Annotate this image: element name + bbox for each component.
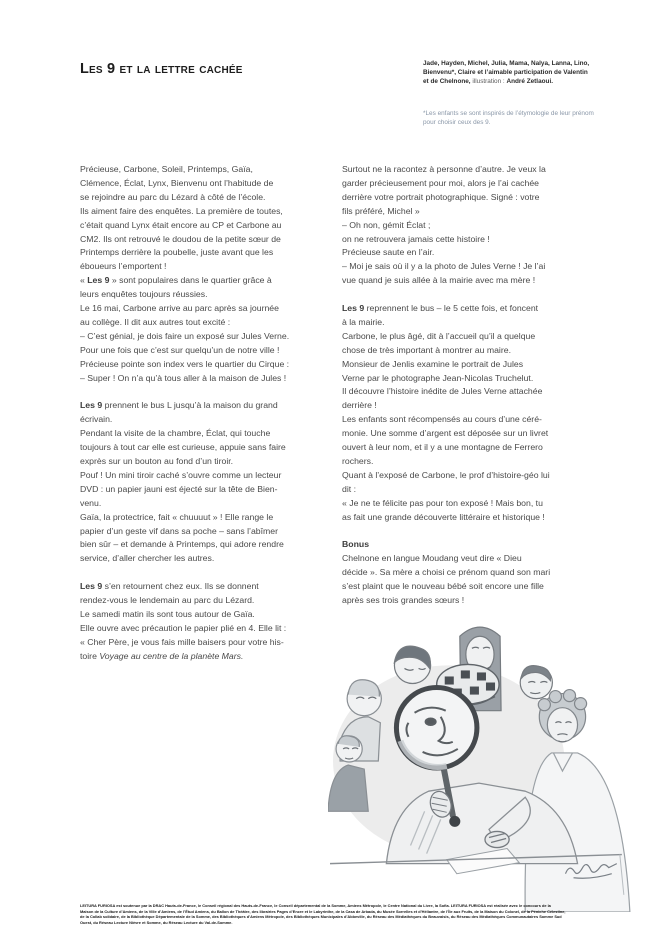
- story-line: toire Voyage au centre de la planète Mars.: [80, 650, 244, 661]
- illustrator-name: André Zetlaoui.: [506, 77, 553, 85]
- story-line: Il découvre l’histoire inédite de Jules Verne attachée: [342, 386, 543, 397]
- story-line: garder précieusement pour moi, alors je l’ai cachée: [342, 177, 540, 188]
- story-line: dit :: [342, 483, 357, 494]
- story-line: – Moi je sais où il y a la photo de Jules Verne ! Je l’ai: [342, 261, 546, 272]
- story-line: Verne par le photographe Jean-Nicolas Truchelut.: [342, 372, 534, 383]
- figure-right-man: [520, 666, 552, 699]
- story-line: « Cher Père, je vous fais mille baisers pour votre his-: [80, 636, 284, 647]
- story-paragraph: [80, 580, 342, 663]
- story-paragraph: [342, 538, 606, 608]
- story-line: Printemps derrière la poubelle, juste avant que les: [80, 247, 274, 258]
- page-title: Les 9 et la lettre cachée: [80, 61, 243, 77]
- story-line: monie. Une somme d’argent est déposée sur un livret: [342, 428, 549, 439]
- story-paragraph: [342, 302, 606, 525]
- story-line: c’était quand Lynx était encore au CP et Carbone au: [80, 219, 282, 230]
- story-line: au collège. Il dit aux autres tout excité :: [80, 316, 231, 327]
- story-line: Surtout ne la racontez à personne d’autre. Je veux la: [342, 164, 546, 174]
- story-line: – C’est génial, je dois faire un exposé sur Jules Verne.: [80, 330, 290, 341]
- story-line: bien sûr – et demande à Printemps, qui adore rendre: [80, 539, 284, 550]
- story-line: Pouf ! Un mini tiroir caché s’ouvre comme un lecteur: [80, 469, 282, 480]
- footer-credit-line: de la Collab solidaire, de la Bibliothèque Départementale de la Somme, des Bibliothèques d’Amiens Métropole, des Bibliothèques Municipales d’Abbeville, du Réseau des Médiathèques du Beauvaisis, du Réseau des Médiathèques Communautaires Somme Sud: [80, 914, 562, 920]
- story-line: à la mairie.: [342, 316, 385, 327]
- story-line: Pendant la visite de la chambre, Éclat, qui touche: [80, 428, 271, 439]
- story-line: service, d’aller chercher les autres.: [80, 553, 215, 564]
- group-magnifier-illustration: [328, 610, 650, 912]
- story-line: CM2. Ils ont retrouvé le doudou de la petite sœur de: [80, 233, 281, 244]
- story-line: éboueurs l’emportent !: [80, 261, 167, 272]
- story-line: as fait une grande découverte littéraire et historique !: [342, 511, 545, 522]
- story-line: – Super ! On n’a qu’à tous aller à la maison de Jules !: [80, 372, 287, 383]
- story-paragraph: [80, 163, 342, 386]
- story-line: leurs enquêtes toujours réussies.: [80, 289, 208, 300]
- story-line: chose de très important à montrer au maire.: [342, 344, 511, 355]
- authors-credits: [423, 60, 595, 86]
- story-line: Les 9 reprennent le bus – le 5 cette fois, et foncent: [342, 303, 539, 314]
- story-line: derrière !: [342, 400, 377, 411]
- story-line: Les enfants sont récompensés au cours d’une céré-: [342, 414, 542, 425]
- story-line: Elle ouvre avec précaution le papier plié en 4. Elle lit :: [80, 622, 287, 633]
- story-line: Ils aiment faire des enquêtes. La première de toutes,: [80, 205, 283, 216]
- story-line: fils préféré, Michel »: [342, 205, 420, 216]
- story-line: rochers.: [342, 456, 374, 467]
- story-line: Les 9 prennent le bus L jusqu’à la maison du grand: [80, 400, 278, 411]
- story-line: derrière votre portrait photographique. Signé : votre: [342, 191, 540, 202]
- figure-looking-down: [394, 646, 430, 683]
- story-line: Précieuse saute en l’air.: [342, 247, 435, 258]
- story-line: exprès sur un bouton au fond d’un tiroir.: [80, 456, 234, 467]
- story-line: venu.: [80, 497, 102, 508]
- story-line: Carbone, le plus âgé, dit à l’accueil qu’il a quelque: [342, 330, 536, 341]
- story-paragraph: [80, 399, 342, 566]
- story-line: Monsieur de Jenlis examine le portrait de Jules: [342, 358, 524, 369]
- story-line: – Oh non, gémit Éclat ;: [342, 219, 431, 230]
- story-line: se rejoindre au parc du Lézard à côté de l’école.: [80, 191, 266, 202]
- partners-credits: [80, 903, 610, 926]
- etymology-footnote: *Les enfants se sont inspirés de l’étymologie de leur prénom pour choisir ceux des 9.: [423, 110, 594, 126]
- story-line: DVD : un papier jauni est éjecté sur la tête de Bien-: [80, 483, 278, 494]
- story-line: Précieuse, Carbone, Soleil, Printemps, Gaïa,: [80, 164, 253, 174]
- story-line: ouvert à leur nom, et il y a une montagne de Ferrero: [342, 442, 543, 453]
- story-line: « Je ne te félicite pas pour ton exposé ! Mais bon, tu: [342, 497, 543, 508]
- footer-credit-line: LEITURA FURIOSA est soutenue par la DRAC Hauts-de-France, le Conseil régional des Hauts-de-France, le Conseil départemental de la Somme, Amiens Métropole, le Centre National du Livre, la Sofia. LEITURA FURIOSA est réalisée avec le concours de la: [80, 903, 551, 908]
- story-line: rendez-vous le lendemain au parc du Lézard.: [80, 595, 255, 606]
- story-line: toujours à tout car elle est curieuse, appuie sans faire: [80, 442, 286, 453]
- authors-names: Jade, Hayden, Michel, Julia, Mama, Nalya, Lanna, Lino, Bienvenu*, Claire et l’aimable participation de Valentin et de Chelnone,: [423, 60, 590, 85]
- story-line: Pour une fois que c’est sur quelqu’un de notre ville !: [80, 344, 280, 355]
- story-line: Précieuse pointe son index vers le quartier du Cirque :: [80, 358, 290, 369]
- story-line: « Les 9 » sont populaires dans le quartier grâce à: [80, 275, 272, 286]
- illustration-label: illustration :: [472, 77, 507, 85]
- story-line: Le samedi matin ils sont tous autour de Gaïa.: [80, 608, 255, 619]
- story-line: Clémence, Éclat, Lynx, Bienvenu ont l’habitude de: [80, 177, 274, 188]
- story-line: décide ». Sa mère a choisi ce prénom quand son mari: [342, 567, 551, 578]
- story-column-left: [80, 163, 342, 677]
- story-line: on ne retrouvera jamais cette histoire !: [342, 233, 490, 244]
- story-line: papier d’un geste vif dans sa poche – sans l’abîmer: [80, 525, 279, 536]
- story-paragraph: [342, 163, 606, 288]
- story-line: après ses trois grandes sœurs !: [342, 595, 465, 606]
- story-line: Quant à l’exposé de Carbone, le prof d’histoire-géo lui: [342, 469, 550, 480]
- story-line: écrivain.: [80, 414, 113, 425]
- story-line: Chelnone en langue Moudang veut dire « Dieu: [342, 553, 522, 564]
- story-line: vue quand je suis allée à la mairie avec ma mère !: [342, 275, 536, 286]
- story-line: Gaïa, la protectrice, fait « chuuuut » ! Elle range le: [80, 511, 274, 522]
- story-line: Les 9 s’en retournent chez eux. Ils se donnent: [80, 581, 259, 592]
- footer-credit-line: Ouest, du Réseau Lecture Nièvre et Somme, du Réseau Lecture du Val-de-Somme.: [80, 920, 233, 926]
- story-line: Bonus: [342, 539, 370, 550]
- footer-credit-line: Maison de la Culture d’Amiens, de la Ville d’Amiens, de l’Étud Amiens, du Ballon de Théâtre, des librairies Pages d’Encre et le Labyrinthe, de la Casa de Arbada, du Musée Sorrelles et d’Héliantre, de l’Île aux Fruits, de la Maison du Colonel, de la Péniche Célestine,: [80, 908, 566, 914]
- story-line: Le 16 mai, Carbone arrive au parc après sa journée: [80, 303, 279, 314]
- story-line: s’est plaint que le nouveau bébé soit encore une fille: [342, 581, 544, 592]
- story-column-right: [342, 163, 606, 622]
